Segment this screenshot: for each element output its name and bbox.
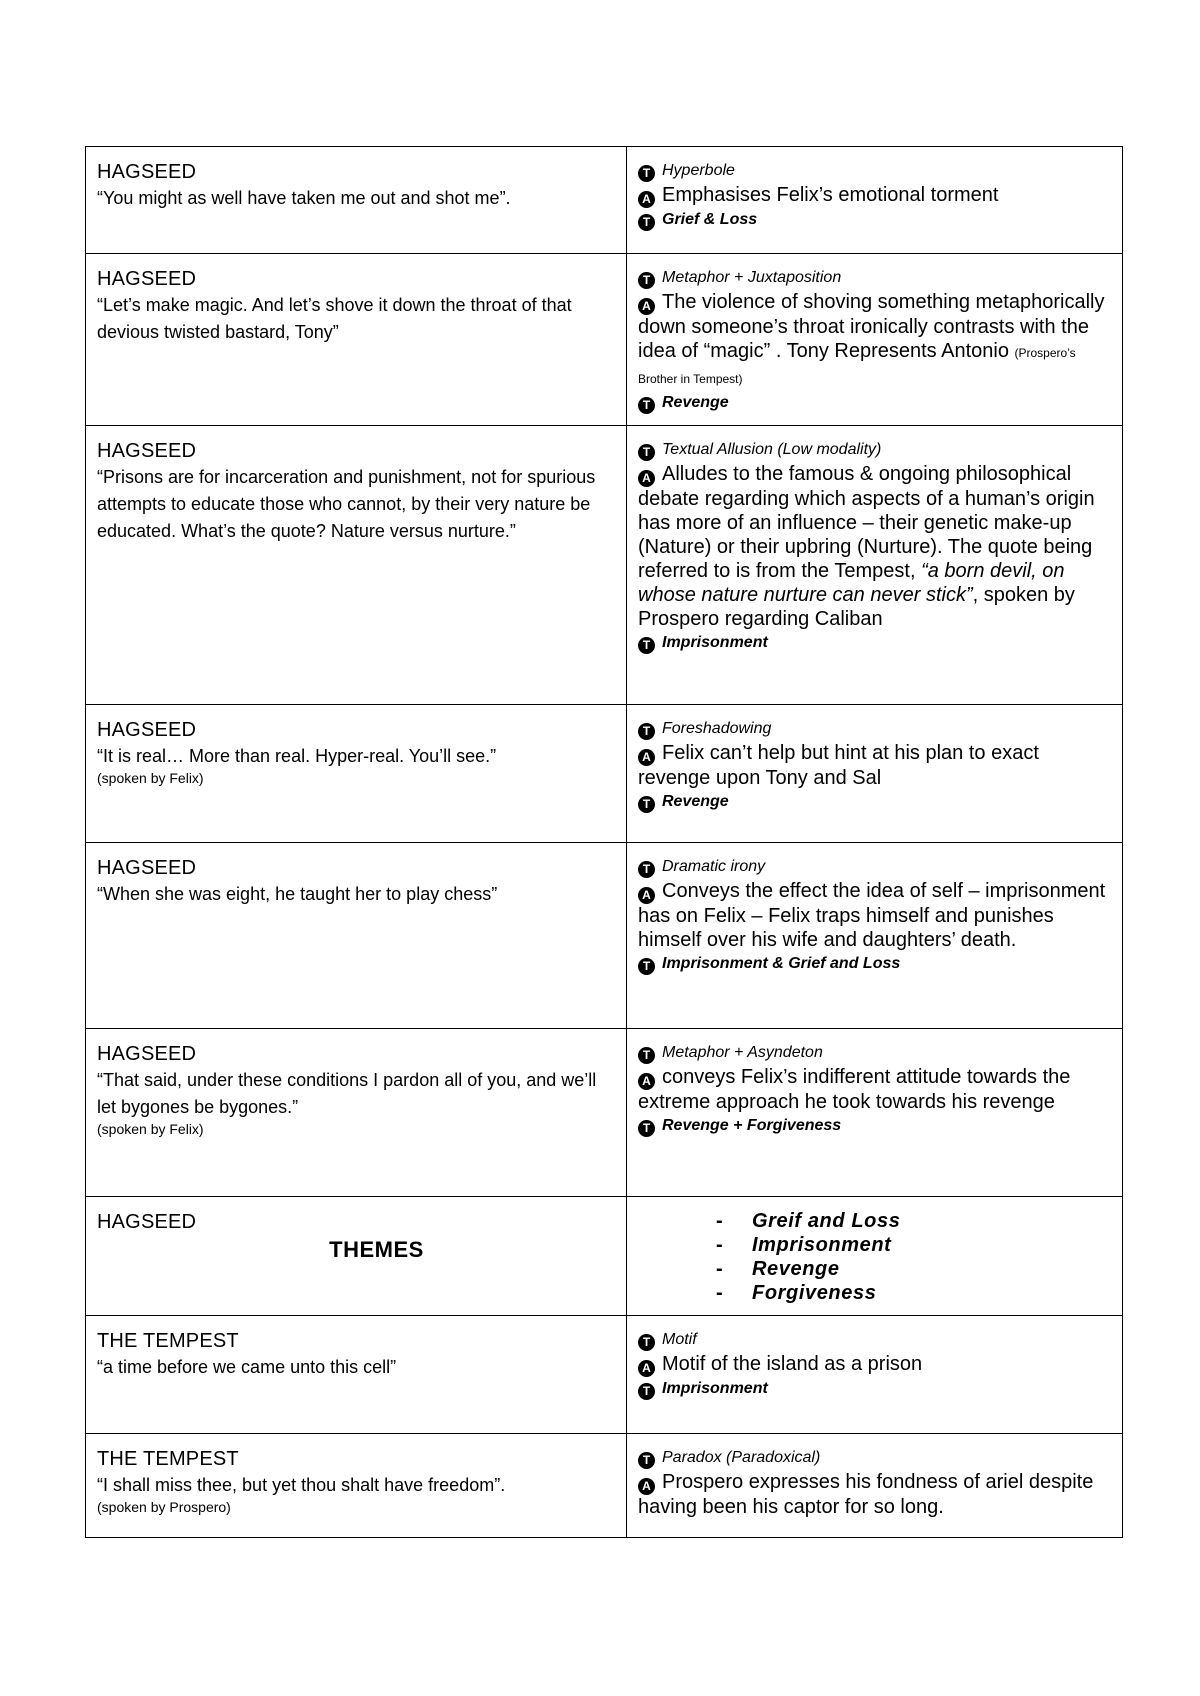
speaker-note: (spoken by Prospero) [97,1499,231,1515]
theme-label: Grief & Loss [662,211,758,228]
analysis-text: Alludes to the famous & ongoing philosophical debate regarding which aspects of a human’s origin has more of an influence – their genetic make-up (Nature) or their upbring (Nurture). The quote being referred to is from the Tempest, [638,463,1095,582]
themes-list-cell [627,1197,1123,1316]
theme-label: Imprisonment [662,634,768,651]
analysis-badge-icon: A [638,1360,655,1377]
quote-text: “When she was eight, he taught her to play chess” [97,884,498,904]
quote-text: “You might as well have taken me out and shot me”. [97,188,511,208]
theme-label: Imprisonment & Grief and Loss [662,955,901,972]
notes-table [85,146,1123,1538]
theme-list [638,1209,1112,1305]
theme-label: Revenge + Forgiveness [662,1117,842,1134]
technique-badge-icon: T [638,723,655,740]
analysis-badge-icon: A [638,749,655,766]
quote-cell [86,147,627,254]
theme-badge-icon: T [638,637,655,654]
source-label: HAGSEED [97,857,197,879]
source-label: HAGSEED [97,440,197,462]
theme-badge-icon: T [638,1120,655,1137]
source-label: HAGSEED [97,1043,197,1065]
quote-cell [86,843,627,1029]
quote-cell [86,254,627,426]
technique-badge-icon: T [638,1047,655,1064]
analysis-cell [627,254,1123,426]
analysis-text: Felix can’t help but hint at his plan to exact revenge upon Tony and Sal [638,742,1039,789]
technique-badge-icon: T [638,165,655,182]
analysis-cell [627,147,1123,254]
technique-label: Metaphor + Asyndeton [662,1044,823,1061]
technique-badge-icon: T [638,272,655,289]
theme-label: Revenge [662,394,729,411]
table-row [86,254,1123,426]
source-label: HAGSEED [97,268,197,290]
table-row [86,1434,1123,1538]
analysis-cell [627,705,1123,843]
quote-cell [86,705,627,843]
source-label: THE TEMPEST [97,1448,239,1470]
analysis-note: (Prospero’s Brother in Tempest) [638,346,1076,386]
analysis-badge-icon: A [638,1478,655,1495]
theme-label: Imprisonment [662,1380,768,1397]
technique-label: Textual Allusion (Low modality) [662,441,882,458]
analysis-badge-icon: A [638,1073,655,1090]
quote-text: “It is real… More than real. Hyper-real. You’ll see.” [97,746,497,766]
list-item: - Imprisonment [716,1234,892,1256]
source-label: HAGSEED [97,161,197,183]
analysis-text: Prospero expresses his fondness of ariel despite having been his captor for so long. [638,1471,1094,1518]
analysis-cell [627,1434,1123,1538]
table-row [86,1316,1123,1434]
quote-text: “Prisons are for incarceration and punishment, not for spurious attempts to educate those who cannot, by their very nature be educated. What’s the quote? Nature versus nurture.” [97,467,596,541]
table-row [86,147,1123,254]
table-row [86,705,1123,843]
technique-label: Paradox (Paradoxical) [662,1449,821,1466]
technique-badge-icon: T [638,861,655,878]
source-label: THE TEMPEST [97,1330,239,1352]
table-row [86,1197,1123,1316]
technique-badge-icon: T [638,444,655,461]
analysis-text: The violence of shoving something metaphorically down someone’s throat ironically contrasts with the idea of “magic” . Tony Represents Antonio [638,291,1105,362]
analysis-cell [627,1316,1123,1434]
themes-heading-cell [86,1197,627,1316]
theme-badge-icon: T [638,214,655,231]
quote-text: “a time before we came unto this cell” [97,1357,397,1377]
theme-badge-icon: T [638,958,655,975]
analysis-text: Emphasises Felix’s emotional torment [662,184,999,206]
list-item: - Revenge [716,1258,840,1280]
analysis-text-end: , spoken by Prospero regarding Caliban [638,584,1075,630]
technique-label: Motif [662,1331,697,1348]
analysis-cell [627,843,1123,1029]
analysis-text: conveys Felix’s indifferent attitude towards the extreme approach he took towards his revenge [638,1066,1071,1113]
technique-label: Dramatic irony [662,858,766,875]
quote-cell [86,1029,627,1197]
quote-text: “That said, under these conditions I pardon all of you, and we’ll let bygones be bygones.” [97,1070,597,1117]
speaker-note: (spoken by Felix) [97,770,204,786]
list-item: - Greif and Loss [716,1210,901,1232]
analysis-badge-icon: A [638,470,655,487]
themes-title: THEMES [329,1237,424,1262]
theme-badge-icon: T [638,397,655,414]
theme-label: Revenge [662,793,729,810]
quote-cell [86,1316,627,1434]
analysis-text: Motif of the island as a prison [662,1353,923,1375]
technique-badge-icon: T [638,1334,655,1351]
technique-label: Metaphor + Juxtaposition [662,269,842,286]
speaker-note: (spoken by Felix) [97,1121,204,1137]
technique-label: Foreshadowing [662,720,772,737]
technique-label: Hyperbole [662,162,735,179]
analysis-badge-icon: A [638,191,655,208]
quote-text: “I shall miss thee, but yet thou shalt have freedom”. [97,1475,506,1495]
theme-badge-icon: T [638,796,655,813]
analysis-quote: “a born devil, on whose nature nurture can never stick” [638,560,1065,606]
analysis-cell [627,1029,1123,1197]
quote-text: “Let’s make magic. And let’s shove it down the throat of that devious twisted bastard, Tony” [97,295,572,342]
quote-cell [86,1434,627,1538]
table-row [86,426,1123,705]
theme-badge-icon: T [638,1383,655,1400]
table-row [86,843,1123,1029]
analysis-badge-icon: A [638,887,655,904]
list-item: - Forgiveness [716,1282,877,1304]
quote-cell [86,426,627,705]
technique-badge-icon: T [638,1452,655,1469]
analysis-cell [627,426,1123,705]
table-row [86,1029,1123,1197]
source-label: HAGSEED [97,1211,197,1233]
source-label: HAGSEED [97,719,197,741]
analysis-badge-icon: A [638,298,655,315]
analysis-text: Conveys the effect the idea of self – imprisonment has on Felix – Felix traps himself and punishes himself over his wife and daughters’ death. [638,880,1106,951]
